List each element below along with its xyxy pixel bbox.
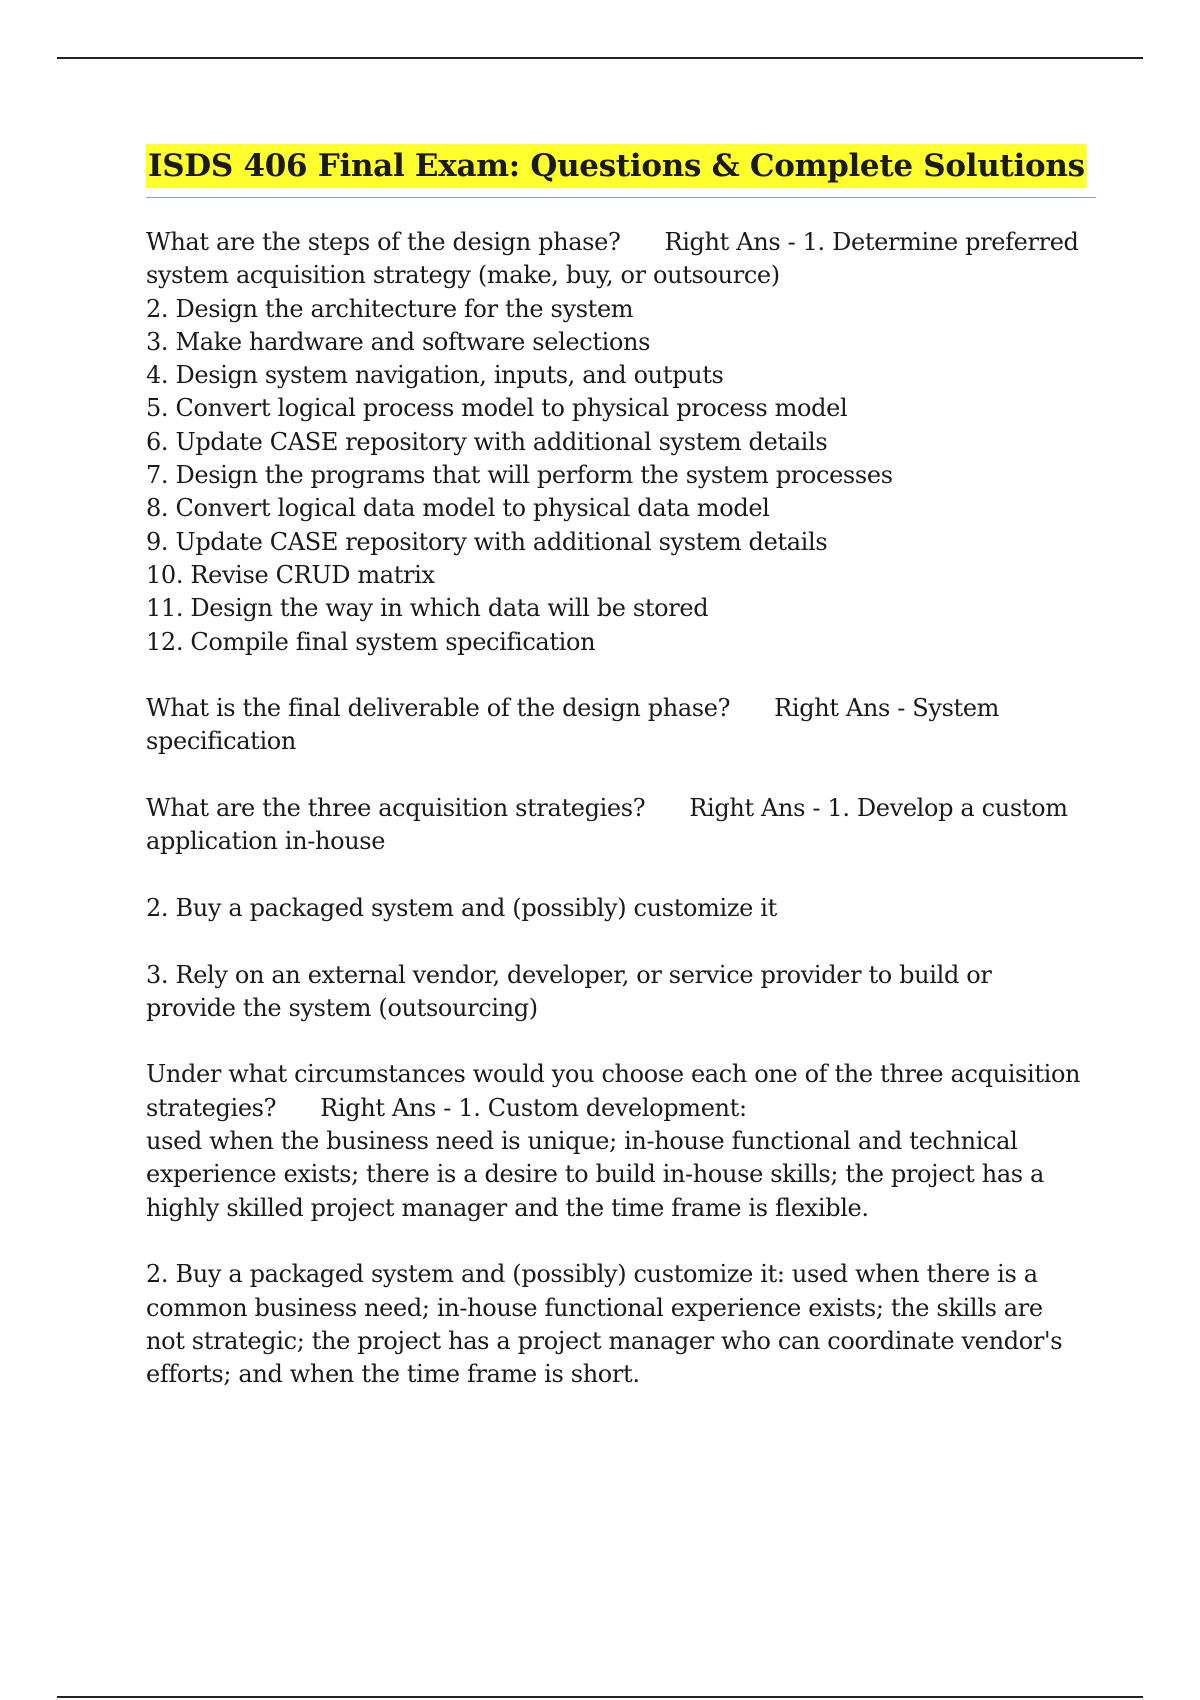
document-body xyxy=(146,144,1096,1425)
circumstances-item-2 xyxy=(146,1258,1096,1391)
question-line xyxy=(146,792,1096,825)
answer-line: common business need; in-house functional experience exists; the skills are xyxy=(146,1293,1043,1322)
answer-text: Right Ans - 1. Develop a custom xyxy=(689,794,1068,823)
answer-line: highly skilled project manager and the time frame is flexible. xyxy=(146,1193,869,1222)
list-item: 11. Design the way in which data will be stored xyxy=(146,594,709,623)
document-title: ISDS 406 Final Exam: Questions & Complete Solutions xyxy=(146,144,1087,188)
question-text: What are the steps of the design phase? xyxy=(146,228,621,256)
list-item: 3. Rely on an external vendor, developer, or service provider to build or xyxy=(146,960,992,989)
acquisition-item-3 xyxy=(146,959,1096,1026)
title-block xyxy=(146,144,1096,198)
question-line xyxy=(146,692,1096,725)
list-item: 3. Make hardware and software selections xyxy=(146,327,651,356)
list-item: provide the system (outsourcing) xyxy=(146,993,538,1022)
list-item: 10. Revise CRUD matrix xyxy=(146,560,435,589)
answer-line: experience exists; there is a desire to build in-house skills; the project has a xyxy=(146,1160,1044,1189)
question-text: strategies? xyxy=(146,1093,277,1122)
list-item: 7. Design the programs that will perform the system processes xyxy=(146,461,893,490)
answer-line: specification xyxy=(146,727,296,756)
qa-final-deliverable xyxy=(146,692,1096,759)
answer-line: application in-house xyxy=(146,827,386,856)
list-item: 2. Buy a packaged system and (possibly) customize it xyxy=(146,893,777,922)
answer-line: used when the business need is unique; in-house functional and technical xyxy=(146,1127,1018,1156)
question-line xyxy=(146,226,1096,259)
list-item: 8. Convert logical data model to physical data model xyxy=(146,494,770,523)
question-line: Under what circumstances would you choose each one of the three acquisition xyxy=(146,1060,1081,1089)
answer-line: system acquisition strategy (make, buy, or outsource) xyxy=(146,261,780,290)
answer-text: Right Ans - 1. Custom development: xyxy=(320,1093,747,1122)
qa-circumstances xyxy=(146,1058,1096,1224)
answer-line: 2. Buy a packaged system and (possibly) customize it: used when there is a xyxy=(146,1260,1038,1289)
answer-text: Right Ans - 1. Determine preferred xyxy=(664,228,1079,256)
list-item: 9. Update CASE repository with additional system details xyxy=(146,527,828,556)
question-text: What is the final deliverable of the design phase? xyxy=(146,694,731,723)
qa-design-steps xyxy=(146,226,1096,659)
question-line xyxy=(146,1092,1096,1125)
question-text: What are the three acquisition strategies? xyxy=(146,794,646,823)
answer-text: Right Ans - System xyxy=(774,694,1000,723)
list-item: 12. Compile final system specification xyxy=(146,627,596,656)
list-item: 2. Design the architecture for the system xyxy=(146,294,634,323)
acquisition-item-2 xyxy=(146,892,1096,925)
list-item: 4. Design system navigation, inputs, and outputs xyxy=(146,361,724,390)
footer-rule xyxy=(57,1696,1143,1698)
header-rule xyxy=(57,57,1143,59)
answer-line: not strategic; the project has a project manager who can coordinate vendor's xyxy=(146,1326,1063,1355)
answer-line: efforts; and when the time frame is short. xyxy=(146,1360,640,1389)
list-item: 5. Convert logical process model to physical process model xyxy=(146,394,848,423)
qa-acquisition-strategies xyxy=(146,792,1096,859)
list-item: 6. Update CASE repository with additional system details xyxy=(146,427,828,456)
